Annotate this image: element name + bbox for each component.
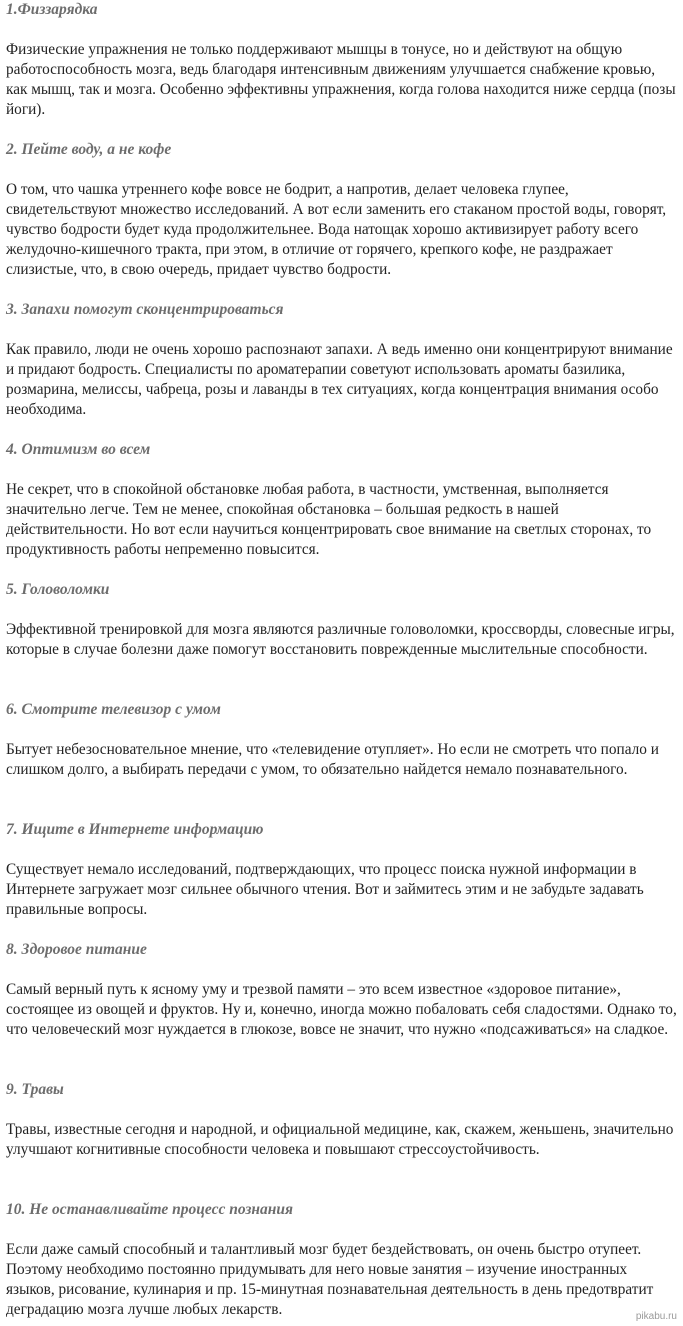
section-5 xyxy=(6,580,678,658)
section-heading: 7. Ищите в Интернете информацию xyxy=(6,821,264,838)
watermark: pikabu.ru xyxy=(635,1311,677,1322)
section-heading: 4. Оптимизм во всем xyxy=(6,441,151,458)
section-paragraph: Травы, известные сегодня и народной, и официальной медицине, как, скажем, женьшень, значительно улучшают когнитивные способности человека и повышают стрессоустойчивость. xyxy=(6,1121,674,1158)
section-9 xyxy=(6,1080,678,1158)
section-paragraph: Эффективной тренировкой для мозга являются различные головоломки, кроссворды, словесные игры, которые в случае болезни даже помогут восстановить поврежденные мыслительные способности. xyxy=(6,621,675,658)
section-heading: 2. Пейте воду, а не кофе xyxy=(6,141,172,158)
section-8 xyxy=(6,940,678,1038)
section-paragraph: Физические упражнения не только поддерживают мышцы в тонусе, но и действуют на общую работоспособность мозга, ведь благодаря интенсивным движениям улучшается снабжение кровью, как мышц, так и мозга. Особенно эффективны упражнения, когда голова находится ниже сердца (позы йоги). xyxy=(6,41,676,118)
section-paragraph: Существует немало исследований, подтверждающих, что процесс поиска нужной информации в Интернете загружает мозг сильнее обычного чтения. Вот и займитесь этим и не забудьте задавать правильные вопросы. xyxy=(6,861,644,918)
section-heading: 8. Здоровое питание xyxy=(6,941,147,958)
section-heading: 6. Смотрите телевизор с умом xyxy=(6,701,221,718)
section-paragraph: Как правило, люди не очень хорошо распознают запахи. А ведь именно они концентрируют внимание и придают бодрость. Специалисты по ароматерапии советуют использовать ароматы базилика, розмарина, мелиссы, чабреца, розы и лаванды в тех ситуациях, когда концентрация внимания особо необходима. xyxy=(6,341,673,418)
section-4 xyxy=(6,440,678,558)
section-paragraph: Бытует небезосновательное мнение, что «телевидение отупляет». Но если не смотреть что попало и слишком долго, а выбирать передачи с умом, то обязательно найдется немало познавательного. xyxy=(6,741,659,778)
section-7 xyxy=(6,820,678,918)
section-paragraph: Если даже самый способный и талантливый мозг будет бездействовать, он очень быстро отупеет. Поэтому необходимо постоянно придумывать для него новые занятия – изучение иностранных языков, рисование, кулинария и пр. 15-минутная познавательная деятельность в день предотвратит деградацию мозга лучше любых лекарств. xyxy=(6,1241,654,1318)
section-heading: 1.Физзарядка xyxy=(6,1,98,18)
section-heading: 3. Запахи помогут сконцентрироваться xyxy=(6,301,284,318)
section-6 xyxy=(6,700,678,778)
section-paragraph: Не секрет, что в спокойной обстановке любая работа, в частности, умственная, выполняется значительно легче. Тем не менее, спокойная обстановка – большая редкость в нашей действительности. Но вот если научиться концентрировать свое внимание на светлых сторонах, то продуктивность работы непременно повысится. xyxy=(6,481,652,558)
section-heading: 10. Не останавливайте процесс познания xyxy=(6,1201,293,1218)
section-heading: 9. Травы xyxy=(6,1081,64,1098)
section-heading: 5. Головоломки xyxy=(6,581,110,598)
section-1 xyxy=(6,0,678,118)
section-2 xyxy=(6,140,678,278)
section-paragraph: О том, что чашка утреннего кофе вовсе не бодрит, а напротив, делает человека глупее, свидетельствуют множество исследований. А вот если заменить его стаканом простой воды, говорят, чувство бодрости будет куда продолжительнее. Вода натощак хорошо активизирует работу всего желудочно-кишечного тракта, при этом, в отличие от горячего, крепкого кофе, не раздражает слизистые, что, в свою очередь, придает чувство бодрости. xyxy=(6,181,667,278)
section-3 xyxy=(6,300,678,418)
section-paragraph: Самый верный путь к ясному уму и трезвой памяти – это всем известное «здоровое питание», состоящее из овощей и фруктов. Ну и, конечно, иногда можно побаловать себя сладостями. Однако то, что человеческий мозг нуждается в глюкозе, вовсе не значит, что нужно «подсаживаться» на сладкое. xyxy=(6,981,677,1038)
